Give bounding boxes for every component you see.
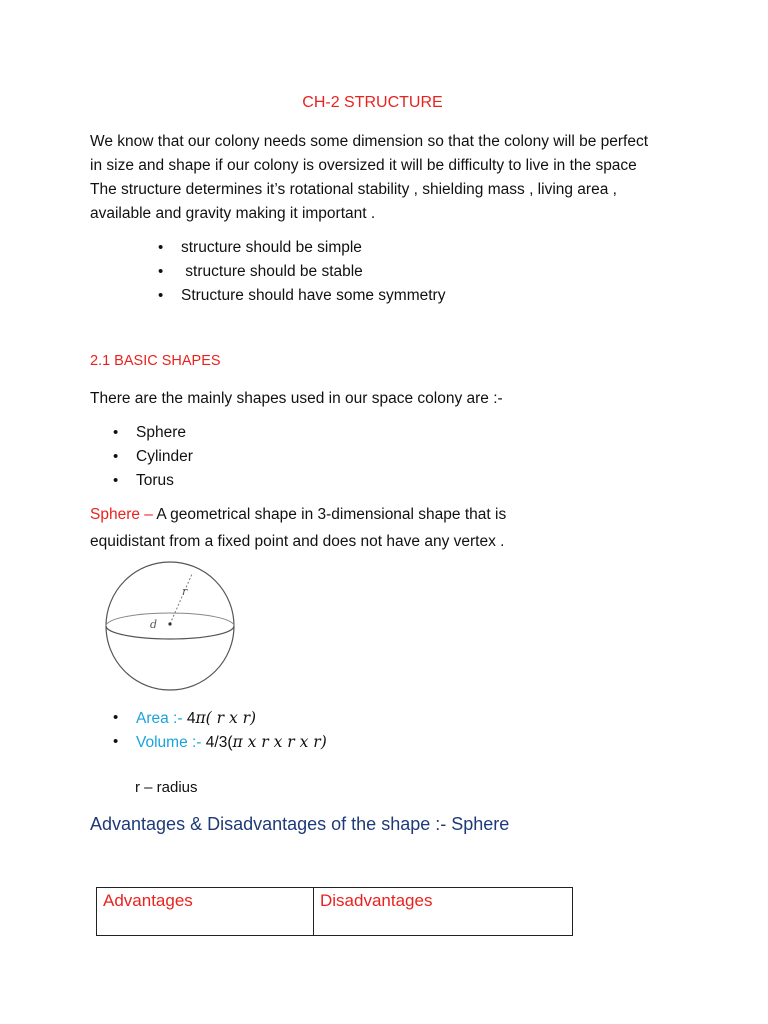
list-item: • Structure should have some symmetry	[158, 284, 445, 308]
table-header-disadvantages: Disadvantages	[314, 888, 573, 936]
list-item: • Area :- 4π( r x r)	[113, 706, 256, 731]
area-label: Area :-	[136, 710, 183, 727]
list-item: • Cylinder	[113, 445, 193, 469]
list-item: • structure should be simple	[158, 236, 362, 260]
page-title: CH-2 STRUCTURE	[302, 94, 443, 111]
diameter-label: d	[150, 618, 158, 631]
radius-note: r – radius	[135, 779, 198, 796]
bullet-icon: •	[113, 472, 119, 489]
shapes-intro: There are the mainly shapes used in our space colony are :-	[90, 390, 503, 407]
sphere-label: Sphere –	[90, 506, 153, 523]
intro-line: The structure determines it’s rotational stability , shielding mass , living area ,	[90, 181, 617, 198]
bullet-icon: •	[158, 239, 164, 256]
list-item: • Torus	[113, 469, 174, 493]
table-header-advantages: Advantages	[97, 888, 314, 936]
sphere-definition-line: equidistant from a fixed point and does not have any vertex .	[90, 533, 505, 550]
area-formula: π( r x r)	[195, 709, 257, 727]
sphere-diagram	[100, 556, 242, 696]
volume-formula: π x r x r x r)	[232, 733, 327, 751]
bullet-icon: •	[158, 287, 164, 304]
table-row	[97, 888, 573, 936]
list-item: • Sphere	[113, 421, 186, 445]
radius-label: r	[182, 585, 188, 598]
intro-line: We know that our colony needs some dimension so that the colony will be perfect	[90, 133, 649, 150]
list-item: • structure should be stable	[158, 260, 363, 284]
advantages-heading: Advantages & Disadvantages of the shape :- Sphere	[90, 814, 510, 834]
bullet-icon: •	[113, 709, 119, 726]
sphere-definition: Sphere – A geometrical shape in 3-dimensional shape that is	[90, 506, 507, 523]
bullet-icon: •	[158, 263, 164, 280]
list-item: • Volume :- 4/3(π x r x r x r)	[113, 730, 327, 755]
intro-line: available and gravity making it important .	[90, 205, 376, 222]
section-heading: 2.1 BASIC SHAPES	[90, 353, 221, 369]
bullet-icon: •	[113, 448, 119, 465]
volume-label: Volume :-	[136, 734, 202, 751]
bullet-icon: •	[113, 733, 119, 750]
bullet-icon: •	[113, 424, 119, 441]
advantages-table	[96, 887, 573, 936]
intro-line: in size and shape if our colony is oversized it will be difficulty to live in the space	[90, 157, 637, 174]
